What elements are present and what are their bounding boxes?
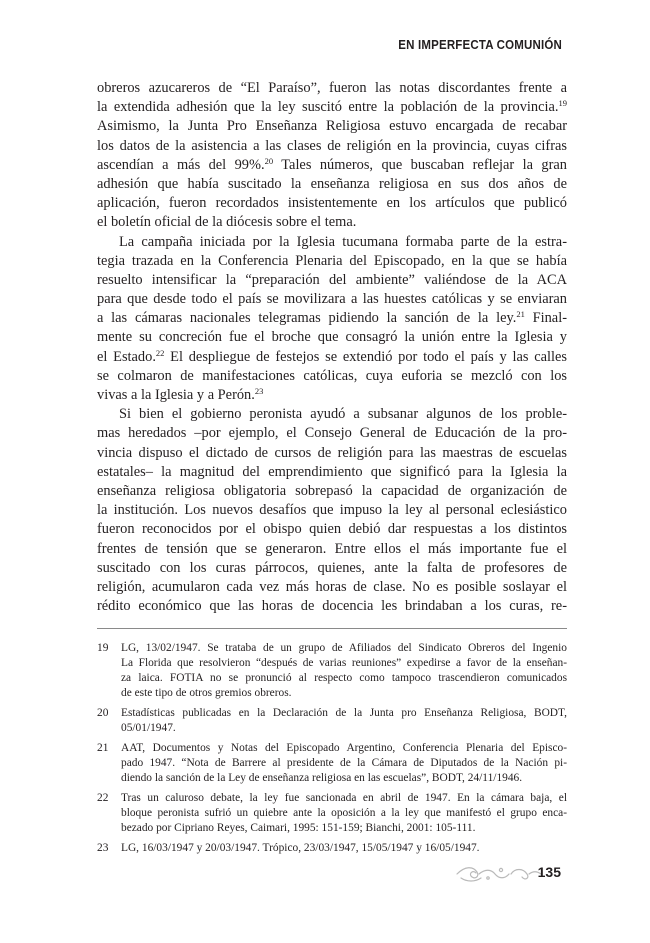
footnote-line: de este tipo de otros gremios obreros. (121, 687, 292, 699)
footnote-divider (97, 628, 567, 629)
text-line: obreros azucareros de “El Paraíso”, fueron las notas discordantes frente a (97, 80, 567, 96)
footnote (97, 741, 567, 786)
body-text (97, 79, 567, 616)
footnote-ref: 21 (516, 309, 525, 320)
footnote-ref: 22 (155, 347, 165, 358)
footnote-line: 05/01/1947. (121, 722, 176, 734)
footnote-line: pado 1947. “Nota de Barrere al presidente de la Cámara de Diputados de la Nación pi- (121, 757, 567, 769)
footnote-number: 19 (97, 642, 109, 654)
text-line: aplicación, fueron recordados insistentemente en los artículos que publicó (97, 195, 567, 212)
text-line: adhesión que había suscitado la enseñanza religiosa en sus dos años de (97, 175, 567, 192)
footnote-line: za laica. FOTIA no se pronunció al respecto como tampoco trascendieron comunicados (121, 672, 567, 684)
footnote-number: 22 (97, 792, 109, 804)
footnote-line: diendo la sanción de la Ley de enseñanza religiosa en las escuelas”, BODT, 24/11/1946. (121, 772, 523, 784)
page-number: 135 (537, 864, 561, 880)
text-line: suscitado con los curas párrocos, quienes, ante la falta de profesores de (97, 559, 567, 576)
text-line: frentes de tensión que se generaron. Entre ellos el más importante fue el (97, 540, 567, 557)
footnote-line: LG, 13/02/1947. Se trataba de un grupo de Afiliados del Sindicato Obreros del Ingenio (121, 642, 567, 654)
footnote-line: AAT, Documentos y Notas del Episcopado Argentino, Conferencia Plenaria del Episco- (121, 742, 567, 754)
footnote-line: LG, 16/03/1947 y 20/03/1947. Trópico, 23/03/1947, 15/05/1947 y 16/05/1947. (121, 842, 480, 854)
footnote-number: 21 (97, 742, 109, 754)
text-line: tegia trazada en la Conferencia Plenaria del Episcopado, en la que se había (97, 252, 567, 269)
footnote-line: bloque peronista sufrió un quiebre ante la oposición a la ley que manifestó el grupo enca- (121, 807, 567, 819)
text-line: la extendida adhesión que la ley suscitó entre la población de la provincia.$^{19}$ (97, 98, 567, 116)
text-line: religión, acumularon cada vez más horas de clase. No es posible soslayar el (97, 578, 567, 595)
text-line: mas heredados –por ejemplo, el Consejo General de Educación de la pro- (97, 425, 567, 442)
text-line: la institución. Los nuevos desafíos que impuso la ley al personal eclesiástico (97, 502, 567, 519)
text-line: rédito económico que las horas de docencia les brindaban a los curas, re- (97, 598, 567, 615)
footnote-ref: 23 (254, 386, 264, 396)
text-line: La campaña iniciada por la Iglesia tucumana formaba parte de la estra- (119, 233, 567, 250)
text-line: a las cámaras nacionales telegramas pidiendo la sanción de la ley.$^{21}$ Final- (97, 309, 567, 327)
text-line: ascendían a más del 99%.$^{20}$ Tales números, que buscaban reflejar la gran (97, 155, 567, 173)
footnote-ref: 19 (558, 98, 567, 109)
text-line: para que desde todo el país se movilizara a las huestes católicas y se enviaran (97, 291, 567, 308)
footnote-line: Estadísticas publicadas en la Declaración de la Junta pro Enseñanza Religiosa, BODT, (121, 707, 567, 719)
footnotes (97, 641, 567, 861)
footnote (97, 791, 567, 836)
footnote-line: bezado por Cipriano Reyes, Caimari, 1995: 151-159; Bianchi, 2001: 105-111. (121, 822, 476, 834)
text-line: Si bien el gobierno peronista ayudó a subsanar algunos de los proble- (119, 406, 567, 423)
text-line: Asimismo, la Junta Pro Enseñanza Religiosa estuvo encargada de recabar (97, 118, 567, 135)
text-line: los datos de la asistencia a las clases de religión en la provincia, cuyas cifras (97, 137, 567, 154)
text-line: fueron reconocidos por el obispo quien debió dar respuestas a los distintos (97, 521, 567, 538)
text-line: mente su concreción fue el broche que consagró la unión entre la Iglesia y (97, 329, 567, 346)
text-line: el Estado.$^{22}$ El despliegue de festejos se extendió por todo el país y las calles (97, 347, 568, 365)
text-line: el boletín oficial de la diócesis sobre el tema. (97, 214, 357, 231)
text-line: vincia dispuso el dictado de cursos de religión para las maestras de escuelas (97, 444, 567, 461)
footnote-ref: 20 (264, 155, 274, 166)
footnote (97, 841, 567, 856)
footnote (97, 641, 567, 701)
footnote-number: 23 (97, 842, 109, 854)
text-line: vivas a la Iglesia y a Perón.$^{23}$ (97, 386, 264, 403)
footnote-line: Tras un caluroso debate, la ley fue sancionada en abril de 1947. En la cámara baja, el (121, 792, 567, 804)
footnote (97, 706, 567, 736)
footnote-number: 20 (97, 707, 109, 719)
flourish-ornament-icon (455, 862, 545, 884)
text-line: se colmaron de manifestaciones católicas, cuya euforia se mezcló con los (97, 367, 567, 384)
text-line: resuelto intensificar la “preparación del ambiente” valiéndose de la ACA (97, 271, 567, 288)
text-line: estatales– la magnitud del emprendimiento que significó para la Iglesia la (97, 463, 567, 480)
text-line: enseñanza religiosa obligatoria sobrepasó la capacidad de organización de (97, 482, 567, 499)
footnote-line: La Florida que resolvieron “después de varias reuniones” expedirse a favor de la enseñan- (121, 657, 567, 669)
running-header: EN IMPERFECTA COMUNIÓN (398, 38, 562, 52)
